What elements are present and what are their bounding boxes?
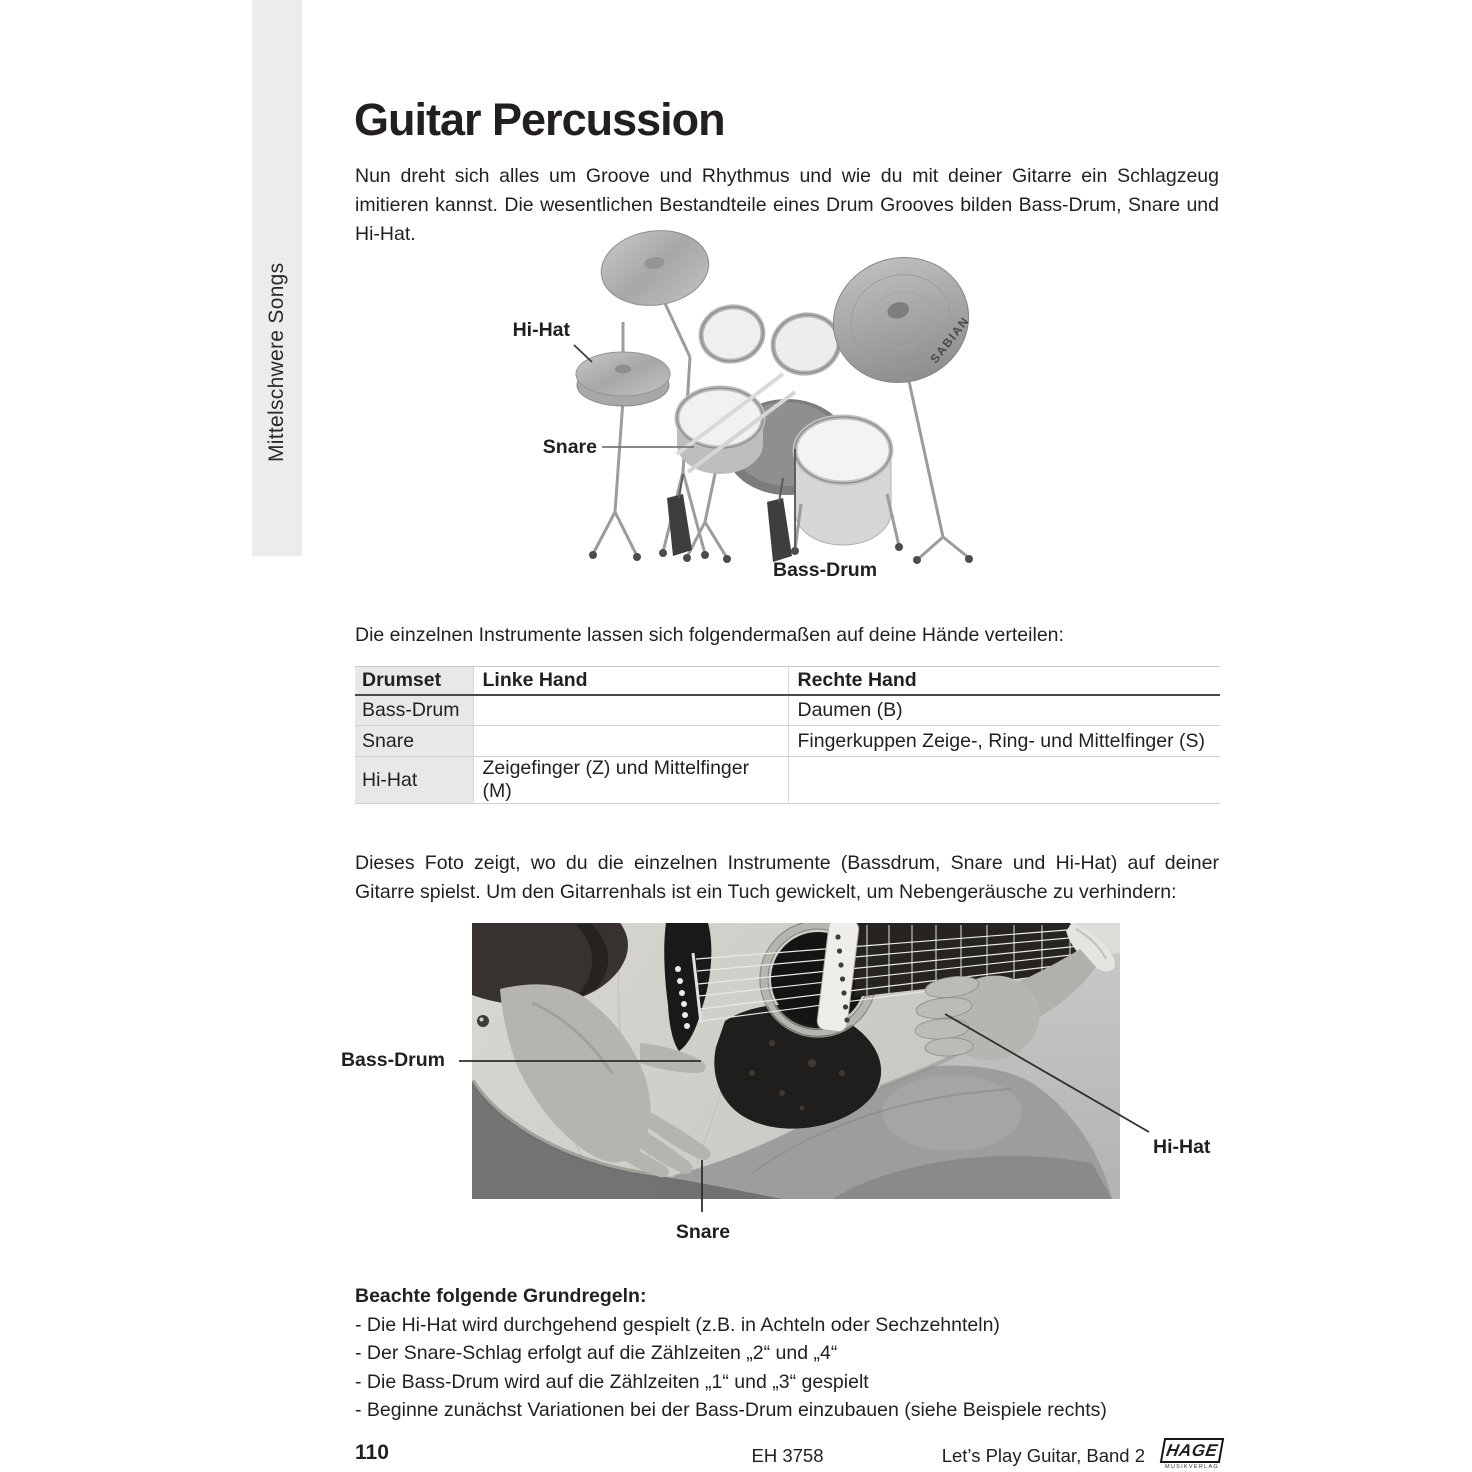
drum-label-hihat: Hi-Hat	[512, 319, 570, 341]
bass-drum-pedals	[667, 494, 792, 562]
cell-right-hand: Fingerkuppen Zeige-, Ring- und Mittelfinger (S)	[788, 726, 1220, 757]
guitar-label-snare: Snare	[675, 1221, 731, 1243]
drumset-hands-table	[355, 666, 1220, 804]
hage-logo-text: HAGE	[1164, 1440, 1220, 1460]
cymbal-brand-text: SABIAN	[927, 313, 973, 366]
cell-left-hand	[473, 726, 788, 757]
strap-button	[477, 1015, 489, 1027]
guitar-label-bassdrum: Bass-Drum	[340, 1049, 445, 1071]
rule-item: - Der Snare-Schlag erfolgt auf die Zählzeiten „2“ und „4“	[355, 1342, 838, 1364]
drum-label-bassdrum: Bass-Drum	[773, 559, 878, 581]
rack-tom-1	[697, 302, 767, 366]
rules-block	[355, 1282, 1107, 1425]
page-title: Guitar Percussion	[354, 94, 725, 146]
photo-caption-text: Dieses Foto zeigt, wo du die einzelnen Instrumente (Bassdrum, Snare und Hi-Hat) auf deiner Gitarre spielst. Um den Gitarrenhals ist ein Tuch gewickelt, um Nebengeräusche zu verhindern:	[355, 851, 1219, 903]
rack-tom-2	[768, 310, 843, 379]
rule-item: - Die Bass-Drum wird auf die Zählzeiten „1“ und „3“ gespielt	[355, 1370, 869, 1393]
guitar-label-hihat: Hi-Hat	[1153, 1136, 1211, 1158]
cell-left-hand	[473, 695, 788, 726]
drum-kit-photo	[555, 222, 1015, 567]
cell-drumset: Hi-Hat	[355, 757, 473, 804]
cell-drumset: Bass-Drum	[355, 695, 473, 726]
col-header-drumset: Drumset	[355, 667, 473, 695]
cell-right-hand: Daumen (B)	[788, 695, 1220, 726]
table-row-hihat	[355, 757, 1220, 804]
cell-left-hand: Zeigefinger (Z) und Mittelfinger (M)	[473, 757, 788, 804]
cell-drumset: Snare	[355, 726, 473, 757]
hi-hat-cymbals	[576, 352, 670, 406]
rule-item: - Die Hi-Hat wird durchgehend gespielt (z.B. in Achteln oder Sechzehnteln)	[355, 1313, 1000, 1336]
floor-tom	[795, 417, 899, 550]
footer-book-title: Let’s Play Guitar, Band 2	[941, 1445, 1145, 1466]
drum-label-snare: Snare	[542, 436, 597, 458]
col-header-left-hand: Linke Hand	[473, 667, 788, 695]
footer-page-number: 110	[355, 1441, 389, 1464]
hands-distribution-text: Die einzelnen Instrumente lassen sich folgendermaßen auf deine Hände verteilen:	[355, 624, 1064, 646]
intro-paragraph: Nun dreht sich alles um Groove und Rhythmus und wie du mit deiner Gitarre ein Schlagzeug imitieren kannst. Die wesentlichen Bestandteile eines Drum Grooves bilden Bass-Drum, Snare und Hi-Hat.	[355, 164, 1219, 245]
table-header-row	[355, 667, 1220, 695]
guitar-percussion-photo	[472, 923, 1120, 1199]
chapter-sidebar-label: Mittelschwere Songs	[265, 262, 288, 462]
footer-catalog-number: EH 3758	[751, 1445, 824, 1466]
table-row-snare	[355, 726, 1220, 757]
rules-heading: Beachte folgende Grundregeln:	[355, 1285, 647, 1307]
hage-logo-subtitle: MUSIKVERLAG	[1164, 1464, 1220, 1470]
cell-right-hand	[788, 757, 1220, 804]
crash-cymbal	[596, 224, 713, 312]
hage-publisher-logo	[1160, 1438, 1224, 1463]
rule-item: - Beginne zunächst Variationen bei der Bass-Drum einzubauen (siehe Beispiele rechts)	[355, 1399, 1107, 1421]
ride-cymbal	[819, 242, 984, 399]
table-row-bassdrum	[355, 695, 1220, 726]
col-header-right-hand: Rechte Hand	[788, 667, 1220, 695]
